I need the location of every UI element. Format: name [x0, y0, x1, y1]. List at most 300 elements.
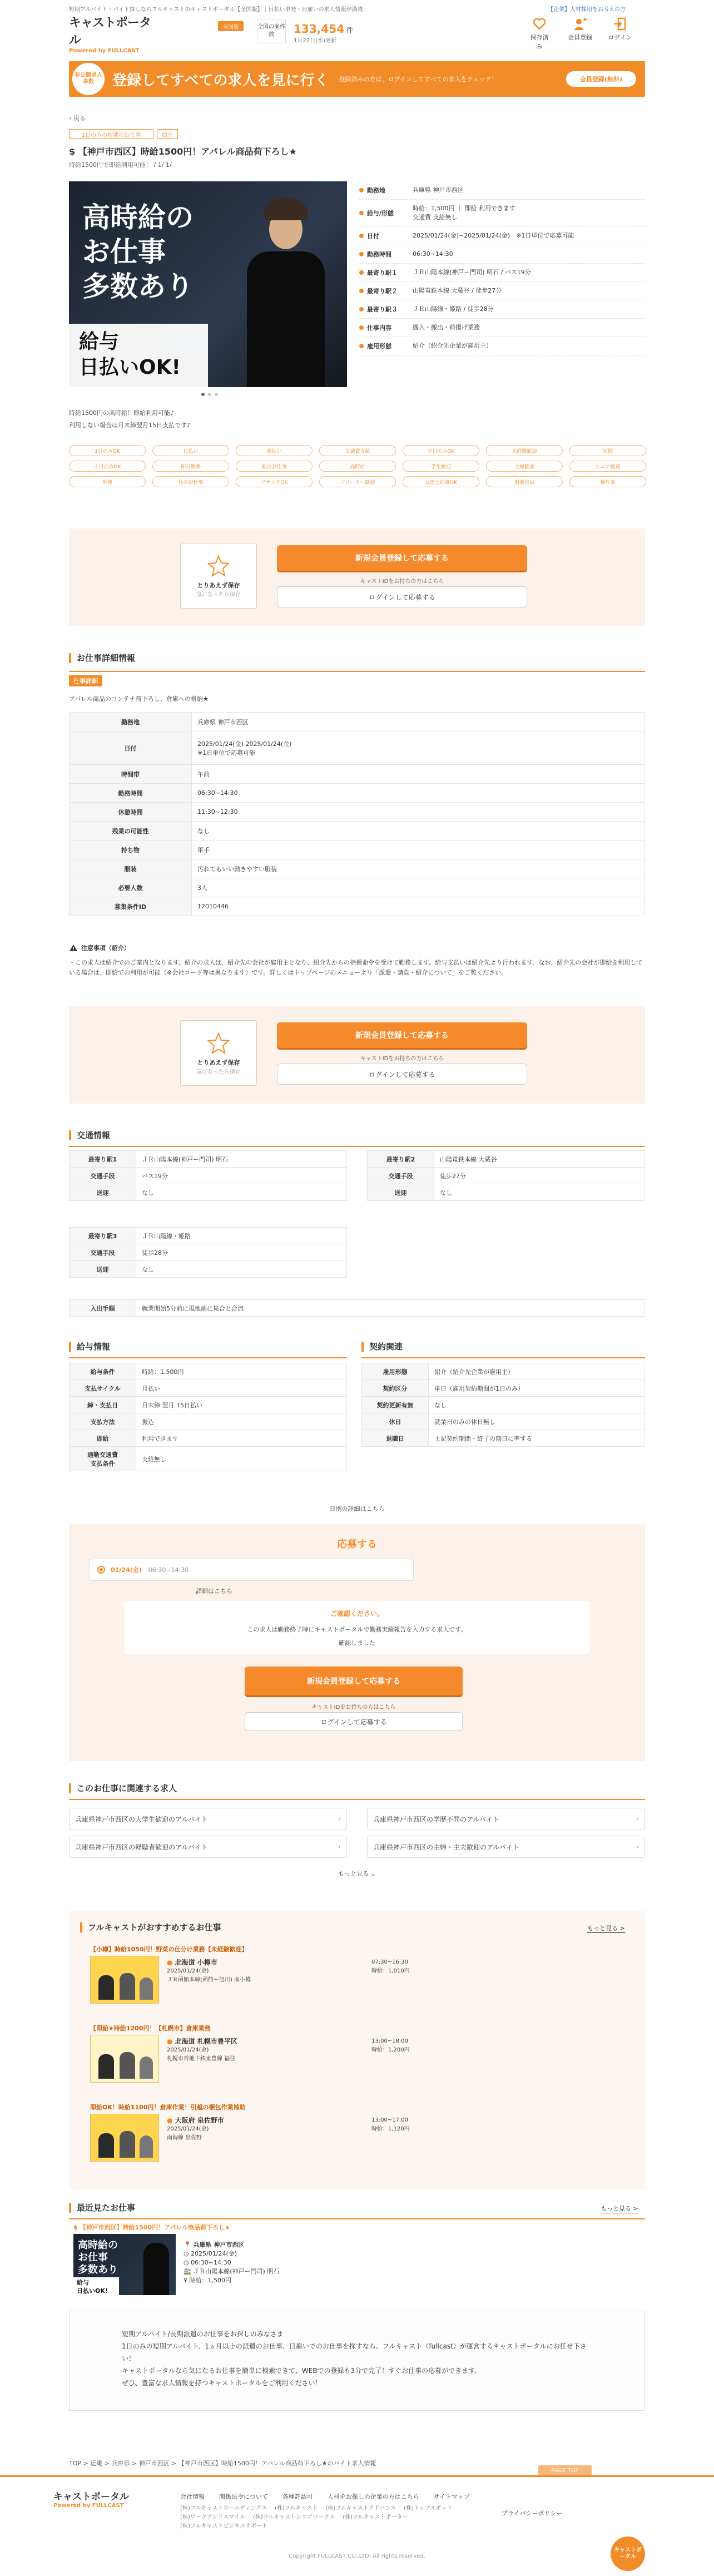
- transport-row: [70, 1261, 347, 1278]
- detail-label: 必要人数: [70, 878, 192, 897]
- star-icon: [207, 554, 230, 577]
- detail-row: [70, 765, 645, 784]
- floating-app-button[interactable]: キャストポータル: [611, 2537, 645, 2571]
- job-title-text: 【神戸市西区】時給1500円！アパレル商品荷下ろし★: [78, 146, 297, 157]
- footer-divider: [0, 2475, 714, 2477]
- back-label: 戻る: [73, 115, 86, 122]
- thumb-line4: 給与: [77, 2279, 89, 2286]
- hero-line5: 日払いOK!: [79, 356, 181, 379]
- info-bullet-icon: [359, 289, 364, 293]
- contract-row: [362, 1363, 645, 1380]
- job-info-row: [359, 337, 645, 355]
- detail-label: 勤務時間: [70, 784, 192, 803]
- date-option-label: 01/24(金): [111, 1566, 142, 1574]
- job-info-label: [359, 342, 413, 350]
- contract-value: 単日（雇用契約期間が1日のみ）: [429, 1380, 645, 1397]
- feature-tag[interactable]: 日払い: [152, 445, 229, 456]
- recommend-section-title: フルキャストがおすすめするお仕事: [80, 1922, 221, 1932]
- pay-label: 支払方法: [70, 1413, 136, 1430]
- pay-row: [70, 1380, 347, 1397]
- banner-main: 登録してすべての求人を見に行く: [112, 72, 329, 89]
- hero-line3: 多数あり: [82, 270, 194, 303]
- date-detail-link[interactable]: 日別の詳細はこちら: [329, 1505, 385, 1512]
- register-apply-button[interactable]: 新規会員登録して応募する: [277, 1022, 527, 1048]
- transport-label: 交通手段: [368, 1168, 434, 1184]
- notice-text: ・この求人は紹介でのご案内となります。紹介の求人は、紹介先の会社が雇用主となり、紹介先からの指揮命令を受けて勤務します。給与支払いは紹介先より行われます。なお、紹介先の会社が即給を利用している場合は、即給での利用が可能（※会社コード等は異なります）です。詳しくはトップページのメニューより「派遣・請負・紹介について」をご覧ください。: [69, 959, 643, 976]
- detail-label: 残業の可能性: [70, 822, 192, 840]
- nav-login[interactable]: [606, 17, 634, 42]
- transport-row: [70, 1184, 347, 1201]
- related-link[interactable]: [69, 1836, 347, 1858]
- recommend-schedule: [371, 1958, 410, 1976]
- thumbnail-figure: [98, 2133, 114, 2158]
- thumb-line5: 日払いOK!: [77, 2287, 108, 2295]
- group-company-link[interactable]: (株)フルキャストポーター: [343, 2514, 408, 2520]
- feature-tag[interactable]: 昼のお仕事: [152, 476, 229, 487]
- count-label: 全国の案件数: [257, 19, 286, 43]
- detail-subheader: [69, 671, 645, 686]
- detail-value: 軍手: [192, 840, 645, 859]
- recommend-schedule: [371, 2116, 410, 2134]
- info-bullet-icon: [359, 307, 364, 312]
- recent-title-text: 【神戸市西区】時給1500円！アパレル商品荷下ろし★: [80, 2224, 230, 2231]
- detail-label: 募集条件ID: [70, 897, 192, 916]
- contract-value: なし: [429, 1397, 645, 1413]
- pay-value: 月払い: [136, 1380, 347, 1397]
- recommend-company-text: 北海道 小樽市: [175, 1959, 217, 1966]
- job-info-value: ＪＲ山陽本線(神戸ー門司) 明石 / バス19分: [413, 269, 531, 276]
- transport-label: 送迎: [70, 1261, 136, 1278]
- job-info-label-text: 勤務地: [367, 187, 385, 194]
- desc-line2: 利用しない場合は月末締翌月15日支払です♪: [69, 422, 191, 429]
- feature-tag[interactable]: ブランクOK: [236, 476, 313, 487]
- confirm-check[interactable]: 確認しました: [339, 1639, 375, 1647]
- corp-link[interactable]: 【企業】人材採用をお考えの方: [548, 7, 626, 13]
- feature-tag[interactable]: シニア歓迎: [569, 461, 646, 472]
- feature-tag[interactable]: 服装自由: [486, 476, 563, 487]
- banner-badge: 非公開求人多数: [72, 63, 105, 95]
- transport-table-3: [69, 1227, 347, 1278]
- recommend-company: [167, 2116, 224, 2125]
- detail-value: 11:30~12:30: [192, 803, 645, 822]
- banner-sub: 登録済みの方は、ログインしてすべての求人をチェック！: [339, 76, 498, 83]
- confirm-box: [125, 1601, 589, 1654]
- related-link[interactable]: [367, 1836, 645, 1858]
- page-top-button[interactable]: PAGE TOP: [538, 2465, 592, 2475]
- recommend-info: [167, 2116, 224, 2143]
- save-sub: 気になったら保存: [196, 1069, 241, 1075]
- footer-group: [180, 2504, 492, 2531]
- info-bullet-icon: [359, 325, 364, 330]
- carousel-dot[interactable]: [215, 393, 218, 396]
- entry-value: 就業開始5分前に現地前に集合と合流: [136, 1300, 645, 1317]
- recommend-title[interactable]: 即給OK！時給1100円！倉庫作業！引越の梱包作業補助: [90, 2104, 246, 2111]
- nav-saved[interactable]: [528, 17, 551, 51]
- feature-tag[interactable]: 未経験歓迎: [486, 445, 563, 456]
- detail-row: [70, 840, 645, 859]
- transport-value: 徒歩28分: [136, 1244, 347, 1261]
- contract-value: 紹介（紹介先企業が雇用主）: [429, 1363, 645, 1380]
- recommend-station: 札幌市営地下鉄東豊線 福住: [167, 2056, 236, 2062]
- feature-tag[interactable]: 主婦歓迎: [486, 461, 563, 472]
- thumbnail-figure: [140, 2135, 153, 2158]
- register-banner[interactable]: [69, 61, 645, 97]
- banner-register-button[interactable]: 会員登録(無料): [566, 71, 636, 87]
- info-bullet-icon: [359, 188, 364, 192]
- recommend-pay: 時給：1,010円: [371, 1968, 410, 1974]
- pill-short-term: 1日のみの短期のお仕事: [69, 129, 153, 139]
- related-more-label: もっと見る: [338, 1870, 369, 1877]
- related-more[interactable]: もっと見る ⌄: [338, 1870, 376, 1877]
- transport-label: 交通手段: [70, 1168, 136, 1184]
- confirm-text: この求人は勤務終了時にキャストポータルで勤務実績報告を入力する求人です。: [247, 1626, 467, 1633]
- pay-divider: [69, 1357, 347, 1358]
- detail-label: 休憩時間: [70, 803, 192, 822]
- recommend-date: 2025/01/24(金): [167, 2126, 209, 2132]
- job-info-value: 搬入・搬出・荷揚げ業務: [413, 324, 480, 331]
- recommend-company: [167, 1958, 251, 1967]
- footer-links: [180, 2492, 470, 2501]
- hero-line1: 高時給の: [82, 201, 194, 234]
- footer-logo-sub: Powered by FULLCAST: [53, 2503, 124, 2509]
- detail-label: 時間帯: [70, 765, 192, 784]
- group-company-link[interactable]: (株)フルキャストアドバンス: [325, 2505, 396, 2511]
- cast-id-note[interactable]: キャストIDをお持ちの方はこちら: [360, 1056, 444, 1062]
- chevron-right-icon: ›: [338, 1815, 341, 1823]
- recommend-title[interactable]: 【小樽】時給1050円！野菜の仕分け業務【未経験歓迎】: [90, 1946, 248, 1953]
- group-company-link[interactable]: (株)フルキャストホールディングス: [180, 2505, 267, 2511]
- recommend-time: 13:00~18:00: [371, 2038, 409, 2044]
- pay-section-title: 給与情報: [69, 1342, 110, 1352]
- transport-value: なし: [434, 1184, 645, 1201]
- info-bullet-icon: [359, 344, 364, 348]
- transport-label: 送迎: [70, 1184, 136, 1201]
- seo-text: 短期アルバイト/長期派遣のお仕事をお探しのみなさま 1日のみの短期アルバイト、1ヵ月以上の派遣のお仕事、日雇いでのお仕事を探すなら、フルキャスト（fullcast）が運営するキャストポータルにお任せ下さい！ キャストポータルなら気になるお仕事を簡単に検索できて、WEBでの登録も3分で完了！すぐお仕事の応募ができます。 ぜひ、豊富な求人情報を持つキャストポータルをご利用ください！: [122, 2330, 587, 2387]
- job-info-label-text: 仕事内容: [367, 324, 391, 332]
- related-link-text: 兵庫県神戸市西区の主婦・主夫歓迎のアルバイト: [373, 1843, 519, 1851]
- thumbnail-figure: [98, 1975, 114, 2000]
- pay-label: 通勤交通費 支払条件: [70, 1447, 136, 1471]
- recent-date: ◷ 2025/01/24(金): [184, 2250, 237, 2257]
- carousel-dot[interactable]: [208, 393, 211, 396]
- feature-tag[interactable]: 短期: [569, 445, 646, 456]
- job-info-label: [359, 186, 413, 195]
- pay-value: 月末締 翌月 15日払い: [136, 1397, 347, 1413]
- model-figure: [247, 198, 325, 387]
- radio-selected[interactable]: [97, 1566, 105, 1574]
- logo[interactable]: [69, 13, 158, 54]
- feature-tag[interactable]: 軽作業: [569, 476, 646, 487]
- recommend-thumbnail[interactable]: [90, 2035, 159, 2083]
- pay-row: [70, 1413, 347, 1430]
- detail-value: 午前: [192, 765, 645, 784]
- footer-logo[interactable]: [53, 2489, 129, 2509]
- related-link[interactable]: [367, 1808, 645, 1830]
- related-link-text: 兵庫県神戸市西区の軽聴者歓迎のアルバイト: [75, 1843, 208, 1851]
- save-label: とりあえず保存: [197, 1059, 240, 1066]
- feature-tag[interactable]: 即日勤務: [152, 461, 229, 472]
- job-subtitle: 時給1500円で即給利用可能！ / 1/ 1/: [69, 161, 172, 169]
- job-count-number: 133,454: [294, 22, 345, 36]
- footer-link[interactable]: 会社情報: [180, 2493, 205, 2500]
- job-info-value: 2025/01/24(金)~2025/01/24(金) ※1日単位で応募可能: [413, 232, 574, 239]
- thumbnail-figure: [120, 2131, 135, 2158]
- transport-row: [70, 1244, 347, 1261]
- job-info-label-text: 日付: [367, 233, 379, 240]
- warning-icon: [69, 944, 78, 952]
- detail-row: [70, 803, 645, 822]
- recommend-schedule: [371, 2037, 410, 2055]
- recommend-pay: 時給：1,120円: [371, 2126, 410, 2132]
- job-info-row: [359, 245, 645, 264]
- hero-line4: 給与: [79, 330, 120, 353]
- save-sub: 気になったら保存: [196, 591, 241, 598]
- carousel-dot[interactable]: [201, 393, 205, 396]
- related-section-title: このお仕事に関連する求人: [69, 1783, 177, 1793]
- login-apply-button[interactable]: ログインして応募する: [277, 1064, 527, 1085]
- desc-line1: 時給1500円の高時給！即給利用可能♪: [69, 409, 175, 417]
- info-bullet-icon: [359, 234, 364, 238]
- transport-label: 送迎: [368, 1184, 434, 1201]
- group-company-link[interactable]: (株)トップスポット: [404, 2505, 453, 2511]
- thumbnail-figure: [140, 1977, 153, 2000]
- recommend-date: 2025/01/24(金): [167, 2047, 209, 2053]
- transport-value: なし: [136, 1184, 347, 1201]
- pin-icon: ●: [167, 2038, 175, 2045]
- register-apply-button[interactable]: 新規会員登録して応募する: [277, 545, 527, 571]
- carousel-dots[interactable]: [196, 393, 224, 396]
- apply-box: [69, 1524, 645, 1761]
- transport-table-2: [367, 1150, 645, 1201]
- job-info-value: 06:30~14:30: [413, 250, 453, 258]
- save-card[interactable]: [180, 543, 257, 609]
- pay-value: 利用できます: [136, 1430, 347, 1447]
- nav-register[interactable]: [566, 17, 594, 42]
- user-add-icon: [573, 17, 587, 31]
- recent-time-text: 06:30~14:30: [191, 2259, 231, 2266]
- detail-row: [70, 897, 645, 916]
- info-bullet-icon: [359, 211, 364, 215]
- contract-row: [362, 1413, 645, 1430]
- job-info-label: [359, 305, 413, 314]
- job-info-row: [359, 264, 645, 282]
- contract-table: [361, 1363, 645, 1447]
- pay-label: 給与条件: [70, 1363, 136, 1380]
- pay-row: [70, 1363, 347, 1380]
- feature-tag[interactable]: 交通費支給: [319, 445, 396, 456]
- feature-tag[interactable]: フリーター歓迎: [319, 476, 396, 487]
- cast-id-note[interactable]: キャストIDをお持ちの方はこちら: [360, 579, 444, 585]
- heart-icon: [532, 17, 547, 31]
- logo-text: キャストポータル: [69, 16, 151, 47]
- recommend-time: 13:00~17:00: [371, 2117, 409, 2123]
- thumbnail-figure: [120, 2052, 135, 2079]
- job-info-label-text: 勤務時間: [367, 251, 391, 258]
- footer-link[interactable]: 関係法令について: [219, 2493, 268, 2500]
- job-info-label: [359, 250, 413, 259]
- detail-row: [70, 822, 645, 840]
- contract-label: 退職日: [362, 1430, 429, 1447]
- detail-value: 汚れてもいい動きやすい服装: [192, 859, 645, 878]
- transport-label: 最寄り駅2: [368, 1151, 434, 1168]
- apply-panel-top: [69, 528, 645, 626]
- recommend-thumbnail[interactable]: [90, 2114, 159, 2162]
- recent-pay-text: 時給：1,500円: [189, 2277, 231, 2284]
- group-company-link[interactable]: (株)フルキャスト: [275, 2505, 318, 2511]
- contract-label: 休日: [362, 1413, 429, 1430]
- transport-divider: [69, 1146, 645, 1147]
- recommend-company-text: 北海道 札幌市豊平区: [175, 2038, 237, 2045]
- group-company-link[interactable]: (株)ワークアンドスマイル: [180, 2514, 245, 2520]
- pay-label: 締・支払日: [70, 1397, 136, 1413]
- save-label: とりあえず保存: [197, 581, 240, 589]
- detail-label: 服装: [70, 859, 192, 878]
- feature-tag[interactable]: 土日のみOK: [69, 461, 146, 472]
- recent-station: 🚉 ＪＲ山陽本線(神戸ー門司) 明石: [184, 2268, 280, 2275]
- info-bullet-icon: [359, 252, 364, 256]
- group-company-link[interactable]: (株)フルキャストビジネスサポート: [180, 2523, 267, 2529]
- feature-tag[interactable]: 単発: [69, 476, 146, 487]
- notice-title: [69, 943, 130, 952]
- feature-tag[interactable]: 1日のみOK: [69, 445, 146, 456]
- related-divider: [69, 1799, 645, 1800]
- recommend-info: [167, 1958, 251, 1985]
- contract-divider: [361, 1357, 645, 1358]
- seo-box: [69, 2311, 645, 2411]
- logo-sub: Powered by FULLCAST: [69, 48, 140, 54]
- detail-value: 3人: [192, 878, 645, 897]
- bottom-breadcrumb[interactable]: TOP > 近畿 > 兵庫県 > 神戸市西区 > 【神戸市西区】時給1500円！アパレル商品荷下ろし★のバイト求人情報: [69, 2460, 376, 2467]
- thumbnail-figure: [140, 2056, 153, 2079]
- job-info-label-text: 最寄り駅３: [367, 306, 398, 313]
- job-info-row: [359, 227, 645, 245]
- recent-pay: ¥ 時給：1,500円: [184, 2277, 231, 2284]
- hero-image: [69, 181, 347, 387]
- recommend-info: [167, 2037, 237, 2064]
- save-card[interactable]: [180, 1020, 257, 1086]
- back-link[interactable]: ‹ 戻る: [69, 115, 86, 122]
- login-apply-button[interactable]: ログインして応募する: [245, 1712, 463, 1731]
- footer-link[interactable]: 各種許認可: [282, 2493, 313, 2500]
- cast-id-note[interactable]: キャストIDをお持ちの方はこちら: [311, 1704, 396, 1710]
- recent-info: [184, 2241, 279, 2285]
- recommend-station: 南海線 泉佐野: [167, 2135, 202, 2141]
- transport-value: なし: [136, 1261, 347, 1278]
- pay-row: [70, 1447, 347, 1471]
- job-info-row: [359, 319, 645, 337]
- register-apply-button[interactable]: 新規会員登録して応募する: [245, 1667, 463, 1695]
- transport-label: 交通手段: [70, 1244, 136, 1261]
- contract-value: 上記契約期間・終了の期日に準ずる: [429, 1430, 645, 1447]
- job-info-label: [359, 231, 413, 240]
- group-company-link[interactable]: (株)フルキャストシニアワークス: [252, 2514, 335, 2520]
- contract-label: 契約更新有無: [362, 1397, 429, 1413]
- privacy-link[interactable]: プライバシーポリシー: [502, 2510, 563, 2517]
- contract-value: 就業日のみの休日無し: [429, 1413, 645, 1430]
- recent-more[interactable]: もっと見る >: [601, 2205, 638, 2212]
- detail-row: [70, 878, 645, 897]
- job-count-unit: 件: [346, 27, 353, 34]
- feature-tag[interactable]: 朝のお仕事: [236, 461, 313, 472]
- feature-tag[interactable]: 平日のみOK: [403, 445, 479, 456]
- recommend-pay: 時給：1,200円: [371, 2047, 410, 2053]
- job-info-label: [359, 286, 413, 295]
- pay-value: 振込: [136, 1413, 347, 1430]
- recommend-time: 07:30~16:30: [371, 1959, 409, 1965]
- job-info-value: 時給：1,500円 ｜ 即給 利用できます 交通費 支給無し: [413, 205, 515, 221]
- transport-label: 最寄り駅1: [70, 1151, 136, 1168]
- recent-date-text: 2025/01/24(金): [191, 2250, 237, 2257]
- chevron-right-icon: ›: [636, 1843, 639, 1851]
- job-info-label-text: 雇用形態: [367, 343, 391, 350]
- site-tagline: 短期アルバイト・バイト探しならフルキャストのキャストポータル【全国版】｜日払い単発・日雇いの求人情報が満載: [69, 7, 363, 13]
- entry-label: 入出手順: [70, 1300, 136, 1317]
- nav-register-label: 会員登録: [568, 34, 592, 41]
- copyright: Copyright FULLCAST CO.,LTD. All rights reserved.: [289, 2553, 425, 2559]
- transport-row: [368, 1168, 645, 1184]
- job-info-row: [359, 282, 645, 300]
- thumb-line1: 高時給の: [78, 2239, 118, 2251]
- pin-icon: ●: [167, 1959, 175, 1966]
- job-info-value: 山陽電鉄本線 大蔵谷 / 徒歩27分: [413, 287, 502, 294]
- date-option[interactable]: [89, 1559, 414, 1581]
- login-apply-button[interactable]: ログインして応募する: [277, 586, 527, 607]
- footer-link[interactable]: サイトマップ: [433, 2493, 470, 2500]
- contract-row: [362, 1397, 645, 1413]
- pay-value: 時給：1,500円: [136, 1363, 347, 1380]
- feature-tag[interactable]: 友達と応募OK: [403, 476, 479, 487]
- apply-detail-link[interactable]: 詳細はこちら: [196, 1588, 232, 1595]
- recent-time: ◷ 06:30~14:30: [184, 2259, 231, 2266]
- recent-title[interactable]: $ 【神戸市西区】時給1500円！アパレル商品荷下ろし★: [73, 2224, 230, 2231]
- transport-row: [368, 1151, 645, 1168]
- recommend-thumbnail[interactable]: [90, 1956, 159, 2004]
- entry-table: [69, 1299, 645, 1317]
- hero-line2: お仕事: [82, 235, 166, 268]
- job-info-label: [359, 268, 413, 277]
- contract-label: 契約区分: [362, 1380, 429, 1397]
- thumbnail-figure: [120, 1973, 135, 2000]
- region-badge[interactable]: 全国版: [218, 21, 244, 31]
- confirm-title: ご確認ください。: [330, 1610, 384, 1618]
- pill-introduction: 紹介: [157, 129, 178, 139]
- job-info-list: [359, 181, 645, 355]
- job-info-value: 兵庫県 神戸市西区: [413, 186, 464, 194]
- transport-table-1: [69, 1150, 347, 1201]
- detail-value: 兵庫県 神戸市西区: [192, 713, 645, 731]
- pay-row: [70, 1397, 347, 1413]
- thumb-line3: 多数あり: [78, 2264, 118, 2276]
- job-info-label-text: 給与/形態: [367, 210, 394, 217]
- related-link[interactable]: [69, 1808, 347, 1830]
- thumbnail-figure: [98, 2054, 114, 2079]
- detail-row: [70, 784, 645, 803]
- feature-tag[interactable]: 高時給: [319, 461, 396, 472]
- related-link-text: 兵庫県神戸市西区の学歴不問のアルバイト: [373, 1815, 499, 1823]
- recommend-title[interactable]: 【即給★時給1200円！【札幌市】倉庫業務: [90, 2025, 211, 2032]
- job-info-label-text: 最寄り駅２: [367, 288, 398, 295]
- feature-tag[interactable]: 学生歓迎: [403, 461, 479, 472]
- recent-location: 📍 兵庫県 神戸市西区: [184, 2241, 245, 2248]
- detail-label: 勤務地: [70, 713, 192, 731]
- recommend-company-text: 大阪府 泉佐野市: [175, 2117, 224, 2124]
- detail-row: [70, 859, 645, 878]
- recent-thumbnail[interactable]: [73, 2234, 176, 2295]
- apply-box-title: 応募する: [337, 1539, 377, 1550]
- recommend-more[interactable]: もっと見る >: [587, 1925, 625, 1932]
- footer-link[interactable]: 人材をお探しの企業の方はこちら: [327, 2493, 419, 2500]
- feature-tag[interactable]: 週払い: [236, 445, 313, 456]
